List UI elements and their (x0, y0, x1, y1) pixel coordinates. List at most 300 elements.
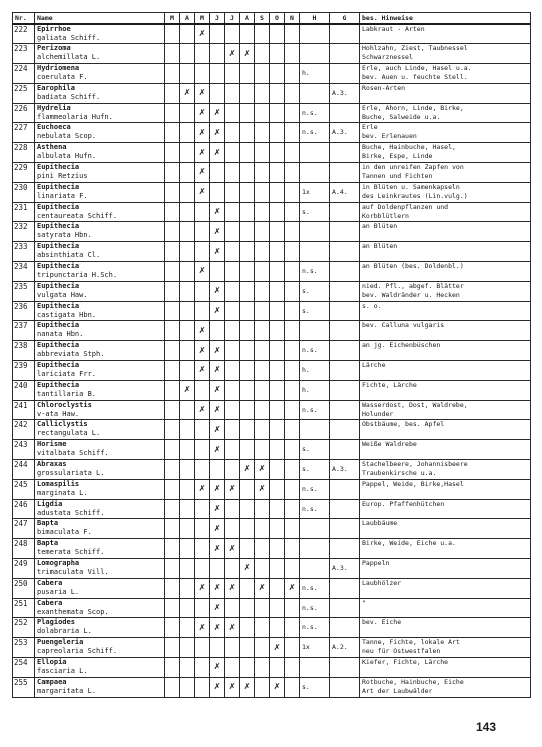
table-row (13, 163, 531, 183)
abundance-cell: h. (300, 361, 330, 381)
month-cell (195, 559, 210, 579)
genus-name: Hydriomena (37, 64, 80, 73)
remarks-cell (360, 262, 531, 282)
remark-line: an Blüten (362, 222, 398, 231)
table-row (13, 658, 531, 678)
month-cell (285, 301, 300, 321)
abundance-cell: n.s. (300, 598, 330, 618)
month-mark: ✗ (240, 44, 255, 64)
month-cell (195, 638, 210, 658)
remarks-cell (360, 598, 531, 618)
species-epithet: adustata Schiff. (37, 508, 105, 517)
month-mark: ✗ (210, 103, 225, 123)
category-cell (330, 44, 360, 64)
month-cell (210, 83, 225, 103)
remark-line: an Blüten (362, 242, 398, 251)
month-cell (165, 361, 180, 381)
abundance-cell (300, 24, 330, 44)
month-cell (240, 658, 255, 678)
header-name: Name (35, 13, 165, 25)
header-month: A (240, 13, 255, 25)
month-cell (225, 321, 240, 341)
month-cell (240, 519, 255, 539)
month-mark: ✗ (240, 559, 255, 579)
table-row (13, 341, 531, 361)
month-cell (180, 559, 195, 579)
month-mark: ✗ (255, 578, 270, 598)
month-mark: ✗ (210, 361, 225, 381)
abundance-cell (300, 321, 330, 341)
table-row (13, 321, 531, 341)
remark-line: Erle, Ahorn, Linde, Birke, (362, 103, 464, 112)
month-mark: ✗ (210, 598, 225, 618)
month-cell (240, 202, 255, 222)
month-cell (165, 64, 180, 84)
category-cell (330, 618, 360, 638)
month-mark: ✗ (210, 341, 225, 361)
month-cell (285, 677, 300, 697)
month-cell (270, 222, 285, 242)
remarks-cell (360, 103, 531, 123)
month-cell (165, 182, 180, 202)
abundance-cell (300, 222, 330, 242)
page-number: 143 (476, 720, 497, 734)
month-cell (270, 341, 285, 361)
abundance-cell: h. (300, 64, 330, 84)
month-cell (270, 64, 285, 84)
abundance-cell: h. (300, 380, 330, 400)
header-month: S (255, 13, 270, 25)
month-mark: ✗ (195, 182, 210, 202)
remark-line: " (362, 598, 366, 607)
category-cell (330, 420, 360, 440)
species-epithet: nebulata Scop. (37, 132, 97, 141)
month-cell (240, 479, 255, 499)
month-mark: ✗ (195, 103, 210, 123)
remarks-cell (360, 499, 531, 519)
abundance-cell: n.s. (300, 341, 330, 361)
species-name (35, 24, 165, 44)
month-cell (165, 460, 180, 480)
species-epithet: trimaculata Vill. (37, 568, 109, 577)
month-cell (165, 539, 180, 559)
month-cell (180, 361, 195, 381)
month-cell (165, 202, 180, 222)
month-cell (270, 380, 285, 400)
month-cell (270, 202, 285, 222)
genus-name: Plagiodes (37, 618, 75, 627)
month-cell (285, 321, 300, 341)
table-row (13, 262, 531, 282)
remarks-cell (360, 202, 531, 222)
remark-line: Korbblütlern (362, 211, 409, 220)
month-mark: ✗ (210, 242, 225, 262)
remark-line: Obstbäume, bes. Apfel (362, 420, 445, 429)
remarks-cell (360, 321, 531, 341)
category-cell: A.4. (330, 182, 360, 202)
month-cell (240, 598, 255, 618)
month-cell (255, 281, 270, 301)
remark-line: Pappel, Weide, Birke,Hasel (362, 479, 464, 488)
species-name (35, 479, 165, 499)
remark-line: Tanne, Fichte, lokale Art (362, 638, 460, 647)
species-epithet: flammeolaria Hufn. (37, 112, 113, 121)
row-number: 241 (13, 400, 35, 420)
header-month: N (285, 13, 300, 25)
month-cell (165, 598, 180, 618)
species-name (35, 677, 165, 697)
month-cell (255, 499, 270, 519)
table-row (13, 123, 531, 143)
month-cell (165, 559, 180, 579)
month-cell (165, 618, 180, 638)
remarks-cell (360, 341, 531, 361)
remarks-cell (360, 281, 531, 301)
month-mark: ✗ (240, 677, 255, 697)
month-cell (255, 222, 270, 242)
month-cell (225, 499, 240, 519)
category-cell: A.3. (330, 83, 360, 103)
month-mark: ✗ (195, 578, 210, 598)
month-mark: ✗ (195, 163, 210, 183)
month-cell (195, 44, 210, 64)
month-cell (270, 321, 285, 341)
remarks-cell (360, 24, 531, 44)
genus-name: Eupithecia (37, 163, 80, 172)
month-cell (285, 559, 300, 579)
month-cell (210, 638, 225, 658)
species-table-sheet (12, 12, 530, 713)
month-mark: ✗ (180, 83, 195, 103)
remark-line: in den unreifen Zapfen von (362, 163, 464, 172)
species-name (35, 341, 165, 361)
month-cell (225, 380, 240, 400)
month-cell (180, 202, 195, 222)
month-cell (270, 83, 285, 103)
category-cell (330, 281, 360, 301)
abundance-cell: 1x (300, 638, 330, 658)
month-cell (165, 380, 180, 400)
remark-line: in Blüten u. Samenkapseln (362, 182, 460, 191)
month-cell (285, 202, 300, 222)
month-cell (210, 460, 225, 480)
header-g: G (330, 13, 360, 25)
remark-line: bev. Waldränder u. Hecken (362, 290, 460, 299)
month-mark: ✗ (285, 578, 300, 598)
header-month: J (225, 13, 240, 25)
month-cell (180, 638, 195, 658)
month-cell (225, 361, 240, 381)
row-number: 253 (13, 638, 35, 658)
genus-name: Asthena (37, 143, 67, 152)
month-cell (210, 321, 225, 341)
species-name (35, 420, 165, 440)
table-row (13, 598, 531, 618)
category-cell (330, 202, 360, 222)
table-row (13, 578, 531, 598)
remark-line: an jg. Eichenbüschen (362, 341, 441, 350)
abundance-cell: s. (300, 202, 330, 222)
species-name (35, 222, 165, 242)
month-cell (180, 44, 195, 64)
category-cell (330, 262, 360, 282)
month-cell (180, 262, 195, 282)
month-cell (285, 163, 300, 183)
month-cell (255, 321, 270, 341)
row-number: 238 (13, 341, 35, 361)
month-cell (270, 499, 285, 519)
row-number: 250 (13, 578, 35, 598)
month-cell (225, 598, 240, 618)
month-cell (270, 559, 285, 579)
month-mark: ✗ (210, 677, 225, 697)
month-cell (285, 420, 300, 440)
species-name (35, 361, 165, 381)
remark-line: Europ. Pfaffenhütchen (362, 499, 445, 508)
species-name (35, 460, 165, 480)
header-month: M (165, 13, 180, 25)
month-cell (210, 44, 225, 64)
month-cell (180, 321, 195, 341)
remark-line: Stachelbeere, Johannisbeere (362, 460, 468, 469)
remarks-cell (360, 559, 531, 579)
month-cell (240, 380, 255, 400)
month-cell (240, 242, 255, 262)
month-cell (180, 24, 195, 44)
month-cell (255, 618, 270, 638)
month-cell (270, 281, 285, 301)
month-cell (240, 539, 255, 559)
month-cell (165, 420, 180, 440)
month-cell (285, 281, 300, 301)
month-cell (165, 262, 180, 282)
category-cell: A.3. (330, 559, 360, 579)
remarks-cell (360, 301, 531, 321)
month-cell (240, 262, 255, 282)
month-cell (255, 598, 270, 618)
month-cell (225, 163, 240, 183)
month-cell (255, 420, 270, 440)
month-cell (285, 143, 300, 163)
remark-line: Lärche (362, 361, 386, 370)
abundance-cell: n.s. (300, 103, 330, 123)
genus-name: Eupithecia (37, 242, 80, 251)
month-cell (240, 163, 255, 183)
month-cell (225, 202, 240, 222)
month-cell (225, 420, 240, 440)
remark-line: Rosen-Arten (362, 83, 406, 92)
remarks-cell (360, 400, 531, 420)
row-number: 255 (13, 677, 35, 697)
table-row (13, 539, 531, 559)
remarks-cell (360, 64, 531, 84)
month-cell (240, 143, 255, 163)
month-cell (270, 163, 285, 183)
species-epithet: vitalbata Schiff. (37, 449, 109, 458)
genus-name: Eupithecia (37, 202, 80, 211)
month-cell (165, 103, 180, 123)
species-epithet: grossulariata L. (37, 469, 105, 478)
genus-name: Ellopia (37, 658, 67, 666)
remark-line: Rotbuche, Hainbuche, Eiche (362, 677, 464, 686)
month-mark: ✗ (270, 638, 285, 658)
month-cell (225, 123, 240, 143)
month-cell (225, 242, 240, 262)
genus-name: Eupithecia (37, 341, 80, 350)
month-cell (195, 460, 210, 480)
species-epithet: fasciaria L. (37, 667, 88, 675)
remark-line: Kiefer, Fichte, Lärche (362, 658, 449, 666)
month-cell (195, 222, 210, 242)
month-mark: ✗ (210, 143, 225, 163)
month-cell (270, 361, 285, 381)
abundance-cell (300, 44, 330, 64)
month-cell (180, 123, 195, 143)
remarks-cell (360, 658, 531, 678)
table-row (13, 400, 531, 420)
month-mark: ✗ (225, 618, 240, 638)
month-cell (225, 301, 240, 321)
header-month: M (195, 13, 210, 25)
month-mark: ✗ (195, 618, 210, 638)
species-epithet: abbreviata Stph. (37, 350, 105, 359)
month-cell (285, 658, 300, 678)
genus-name: Eupithecia (37, 281, 80, 290)
remarks-cell (360, 677, 531, 697)
table-row (13, 222, 531, 242)
month-cell (180, 163, 195, 183)
month-cell (285, 64, 300, 84)
month-cell (165, 499, 180, 519)
month-mark: ✗ (210, 479, 225, 499)
remark-line: Labkraut - Arten (362, 25, 425, 33)
month-cell (225, 103, 240, 123)
remarks-cell (360, 143, 531, 163)
species-epithet: centaureata Schiff. (37, 211, 118, 220)
species-name (35, 182, 165, 202)
month-mark: ✗ (225, 539, 240, 559)
row-number: 244 (13, 460, 35, 480)
month-cell (270, 301, 285, 321)
remark-line: Laubhölzer (362, 578, 402, 587)
month-cell (255, 202, 270, 222)
month-cell (285, 638, 300, 658)
header-row (13, 13, 531, 25)
month-cell (180, 677, 195, 697)
row-number: 228 (13, 143, 35, 163)
remarks-cell (360, 222, 531, 242)
month-cell (180, 242, 195, 262)
month-cell (255, 519, 270, 539)
abundance-cell (300, 163, 330, 183)
month-mark: ✗ (210, 578, 225, 598)
month-cell (210, 163, 225, 183)
month-cell (270, 24, 285, 44)
month-cell (240, 361, 255, 381)
species-epithet: coerulata F. (37, 73, 88, 82)
abundance-cell (300, 242, 330, 262)
month-mark: ✗ (210, 519, 225, 539)
row-number: 248 (13, 539, 35, 559)
species-name (35, 539, 165, 559)
month-cell (195, 281, 210, 301)
month-mark: ✗ (195, 321, 210, 341)
month-cell (255, 380, 270, 400)
month-cell (285, 400, 300, 420)
month-cell (165, 578, 180, 598)
month-cell (225, 460, 240, 480)
species-epithet: rectangulata L. (37, 429, 101, 438)
abundance-cell: n.s. (300, 123, 330, 143)
remark-line: Schwarznessel (362, 53, 413, 62)
category-cell (330, 341, 360, 361)
header-month: O (270, 13, 285, 25)
abundance-cell: s. (300, 440, 330, 460)
category-cell (330, 380, 360, 400)
month-cell (285, 380, 300, 400)
species-epithet: linariata F. (37, 191, 88, 200)
month-cell (240, 64, 255, 84)
table-row (13, 83, 531, 103)
month-cell (285, 519, 300, 539)
month-cell (165, 301, 180, 321)
month-cell (285, 103, 300, 123)
month-cell (165, 143, 180, 163)
species-epithet: absinthiata Cl. (37, 251, 101, 260)
row-number: 225 (13, 83, 35, 103)
table-row (13, 24, 531, 44)
month-mark: ✗ (195, 341, 210, 361)
genus-name: Perizoma (37, 44, 71, 53)
table-row (13, 440, 531, 460)
remarks-cell (360, 182, 531, 202)
header-month: A (180, 13, 195, 25)
month-cell (270, 598, 285, 618)
abundance-cell: n.s. (300, 618, 330, 638)
month-cell (240, 222, 255, 242)
month-cell (210, 182, 225, 202)
species-name (35, 598, 165, 618)
species-epithet: nanata Hbn. (37, 330, 84, 339)
remark-line: Birke, Weide, Eiche u.a. (362, 539, 456, 548)
month-cell (255, 64, 270, 84)
header-month: J (210, 13, 225, 25)
row-number: 233 (13, 242, 35, 262)
abundance-cell (300, 658, 330, 678)
month-cell (165, 242, 180, 262)
month-cell (285, 222, 300, 242)
month-cell (270, 479, 285, 499)
month-mark: ✗ (195, 479, 210, 499)
month-cell (240, 281, 255, 301)
genus-name: Eupithecia (37, 380, 80, 389)
table-row (13, 64, 531, 84)
month-cell (240, 578, 255, 598)
month-cell (225, 341, 240, 361)
remark-line: nied. Pfl., abgef. Blätter (362, 281, 464, 290)
remarks-cell (360, 479, 531, 499)
table-row (13, 677, 531, 697)
remarks-cell (360, 380, 531, 400)
month-cell (210, 262, 225, 282)
remarks-cell (360, 163, 531, 183)
abundance-cell: s. (300, 301, 330, 321)
month-mark: ✗ (210, 400, 225, 420)
genus-name: Epirrhoe (37, 25, 71, 33)
remark-line: des Leinkrautes (Lin.vulg.) (362, 191, 468, 200)
abundance-cell (300, 143, 330, 163)
month-cell (165, 677, 180, 697)
